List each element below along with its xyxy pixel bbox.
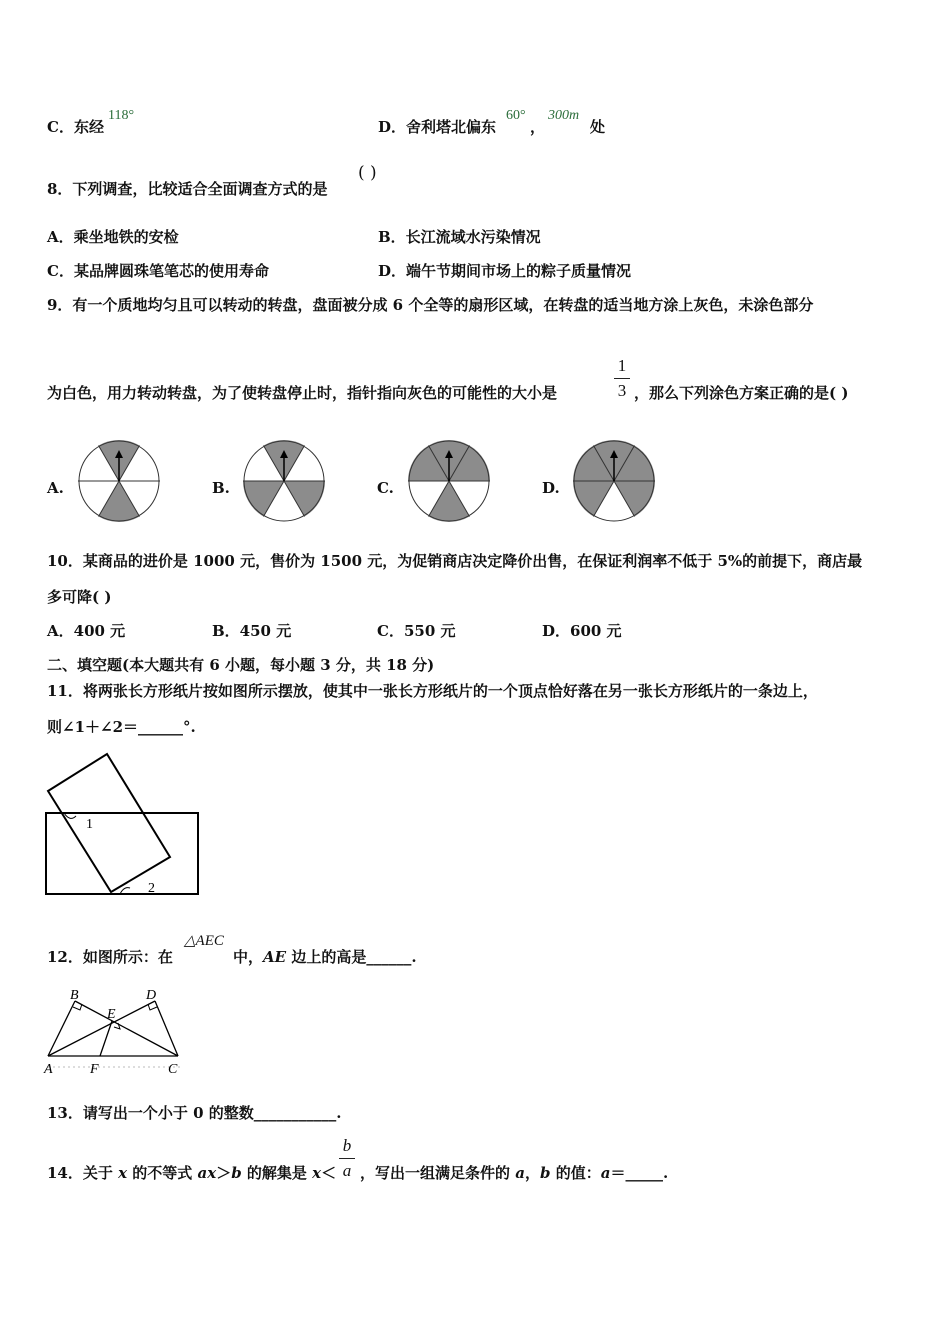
- q8-option-b: B．长江流域水污染情况: [378, 228, 541, 246]
- q7-option-c: [47, 116, 104, 137]
- q14-t2: 的解集是: [241, 1164, 313, 1182]
- q14-fraction-numerator: b: [342, 1136, 352, 1155]
- q10-option-d: D．600 元: [542, 622, 622, 640]
- q14-t4: ，: [524, 1164, 540, 1182]
- q8-stem: 8．下列调查，比较适合全面调查方式的是: [47, 180, 328, 198]
- q9-line2b: ，那么下列涂色方案正确的是( ): [634, 384, 849, 402]
- q14-t5: 的值：: [550, 1164, 601, 1182]
- q11-rectangles-figure: [40, 750, 210, 900]
- q12-prefix: 12．如图所示：在: [47, 948, 173, 966]
- q14-a1: a: [515, 1164, 525, 1182]
- q8-option-a: A．乘坐地铁的安检: [47, 228, 179, 246]
- q11-line2: 则∠1＋∠2＝______°.: [47, 718, 196, 736]
- section-2-heading: 二、填空题(本大题共有 6 小题，每小题 3 分，共 18 分): [47, 656, 435, 674]
- right-angle-d: [148, 1004, 157, 1010]
- q7-option-c-text: 东经: [73, 118, 104, 136]
- line-dc: [155, 1001, 178, 1056]
- q14-first: [47, 1162, 336, 1183]
- q12-suffix: 边上的高是______.: [286, 948, 417, 966]
- q14-t1: 的不等式: [127, 1164, 198, 1182]
- q8-option-d: D．端午节期间市场上的粽子质量情况: [378, 262, 632, 280]
- fraction-bar: [614, 378, 630, 379]
- point-c-label: C: [168, 1062, 178, 1077]
- spinner-d: [573, 440, 655, 522]
- q10-option-b: B．450 元: [212, 622, 292, 640]
- q10-option-c: C．550 元: [377, 622, 456, 640]
- q14-fraction-denominator: a: [342, 1161, 352, 1180]
- q7-option-d-label: D．: [378, 118, 407, 136]
- q9-label-a: A.: [47, 479, 64, 497]
- q13: 13．请写出一个小于 0 的整数___________.: [47, 1104, 342, 1122]
- q7-option-d-text: 舍利塔北偏东: [406, 118, 497, 136]
- spinner-c: [408, 440, 490, 522]
- q9-line1: 9．有一个质地均匀且可以转动的转盘，盘面被分成 6 个全等的扇形区域，在转盘的适当地方涂上灰色，未涂色部分: [47, 296, 814, 314]
- point-e-label: E: [107, 1007, 116, 1022]
- point-d-label: D: [146, 988, 157, 1003]
- q10-line1: 10．某商品的进价是 1000 元，售价为 1500 元，为促销商店决定降价出售，在保证利润率不低于 5%的前提下，商店最: [47, 552, 863, 570]
- angle-1-label: 1: [86, 817, 93, 832]
- tilted-rectangle: [48, 754, 170, 892]
- q12-ae: AE: [263, 948, 287, 966]
- q9-line2a: 为白色，用力转动转盘，为了使转盘停止时，指针指向灰色的可能性的大小是: [47, 384, 558, 402]
- q7-option-d-distance: 300m: [548, 108, 580, 123]
- q10-line2: 多可降( ): [47, 588, 112, 606]
- q9-fraction-denominator: 3: [617, 381, 627, 400]
- point-b-label: B: [70, 988, 79, 1003]
- q12-triangle: △AEC: [184, 933, 224, 949]
- sector: [429, 481, 470, 522]
- q8-option-c: C．某品牌圆珠笔笔芯的使用寿命: [47, 262, 269, 280]
- q7-option-c-degree: 118°: [108, 108, 135, 123]
- sector: [284, 481, 325, 517]
- q14-b2: b: [539, 1164, 551, 1182]
- q9-fraction-numerator: 1: [617, 356, 627, 375]
- q14-x1: x: [118, 1164, 128, 1182]
- q12-mid: 中，: [233, 948, 264, 966]
- q7-option-d: [378, 116, 496, 137]
- q9-label-c: C.: [377, 479, 394, 497]
- q12-triangle-figure: [40, 985, 190, 1080]
- q8-paren: ( ): [358, 163, 377, 183]
- q7-option-d-comma: ，: [530, 118, 546, 136]
- sector: [99, 481, 140, 522]
- q9-label-d: D.: [542, 479, 560, 497]
- angle-2-label: 2: [148, 881, 155, 896]
- q7-option-d-tail: 处: [590, 118, 606, 136]
- spinner-b: [243, 440, 325, 522]
- q12-line: [233, 946, 417, 967]
- sector: [614, 481, 655, 517]
- line-ad: [48, 1001, 155, 1056]
- q14-second: [360, 1162, 668, 1183]
- sector: [243, 481, 284, 517]
- q14-t6: ＝_____.: [610, 1164, 669, 1182]
- q14-a2: a: [600, 1164, 611, 1182]
- q14-t3: ，写出一组满足条件的: [360, 1164, 516, 1182]
- sector: [573, 481, 614, 517]
- q14-b1: b: [231, 1164, 242, 1182]
- line-bc: [75, 1001, 178, 1056]
- q14-lt: ＜: [321, 1164, 337, 1182]
- q10-option-a: A．400 元: [47, 622, 126, 640]
- line-ab: [48, 1001, 75, 1056]
- q14-prefix: 14．关于: [47, 1164, 119, 1182]
- q9-fraction: [614, 356, 630, 401]
- q14-ax: ax: [197, 1164, 217, 1182]
- q14-x2: x: [312, 1164, 322, 1182]
- point-a-label: A: [44, 1062, 53, 1077]
- q7-option-d-angle: 60°: [506, 108, 526, 123]
- spinner-a: [78, 440, 160, 522]
- point-f-label: F: [90, 1062, 99, 1077]
- q9-label-b: B.: [212, 479, 230, 497]
- right-angle-b: [73, 1004, 82, 1010]
- q14-fraction: [339, 1136, 355, 1181]
- q14-gt: ＞: [216, 1164, 232, 1182]
- q7-option-c-label: C．: [47, 118, 74, 136]
- q11-line1: 11．将两张长方形纸片按如图所示摆放，使其中一张长方形纸片的一个顶点恰好落在另一张长方形纸片的一条边上，: [47, 682, 818, 700]
- fraction-bar: [339, 1158, 355, 1159]
